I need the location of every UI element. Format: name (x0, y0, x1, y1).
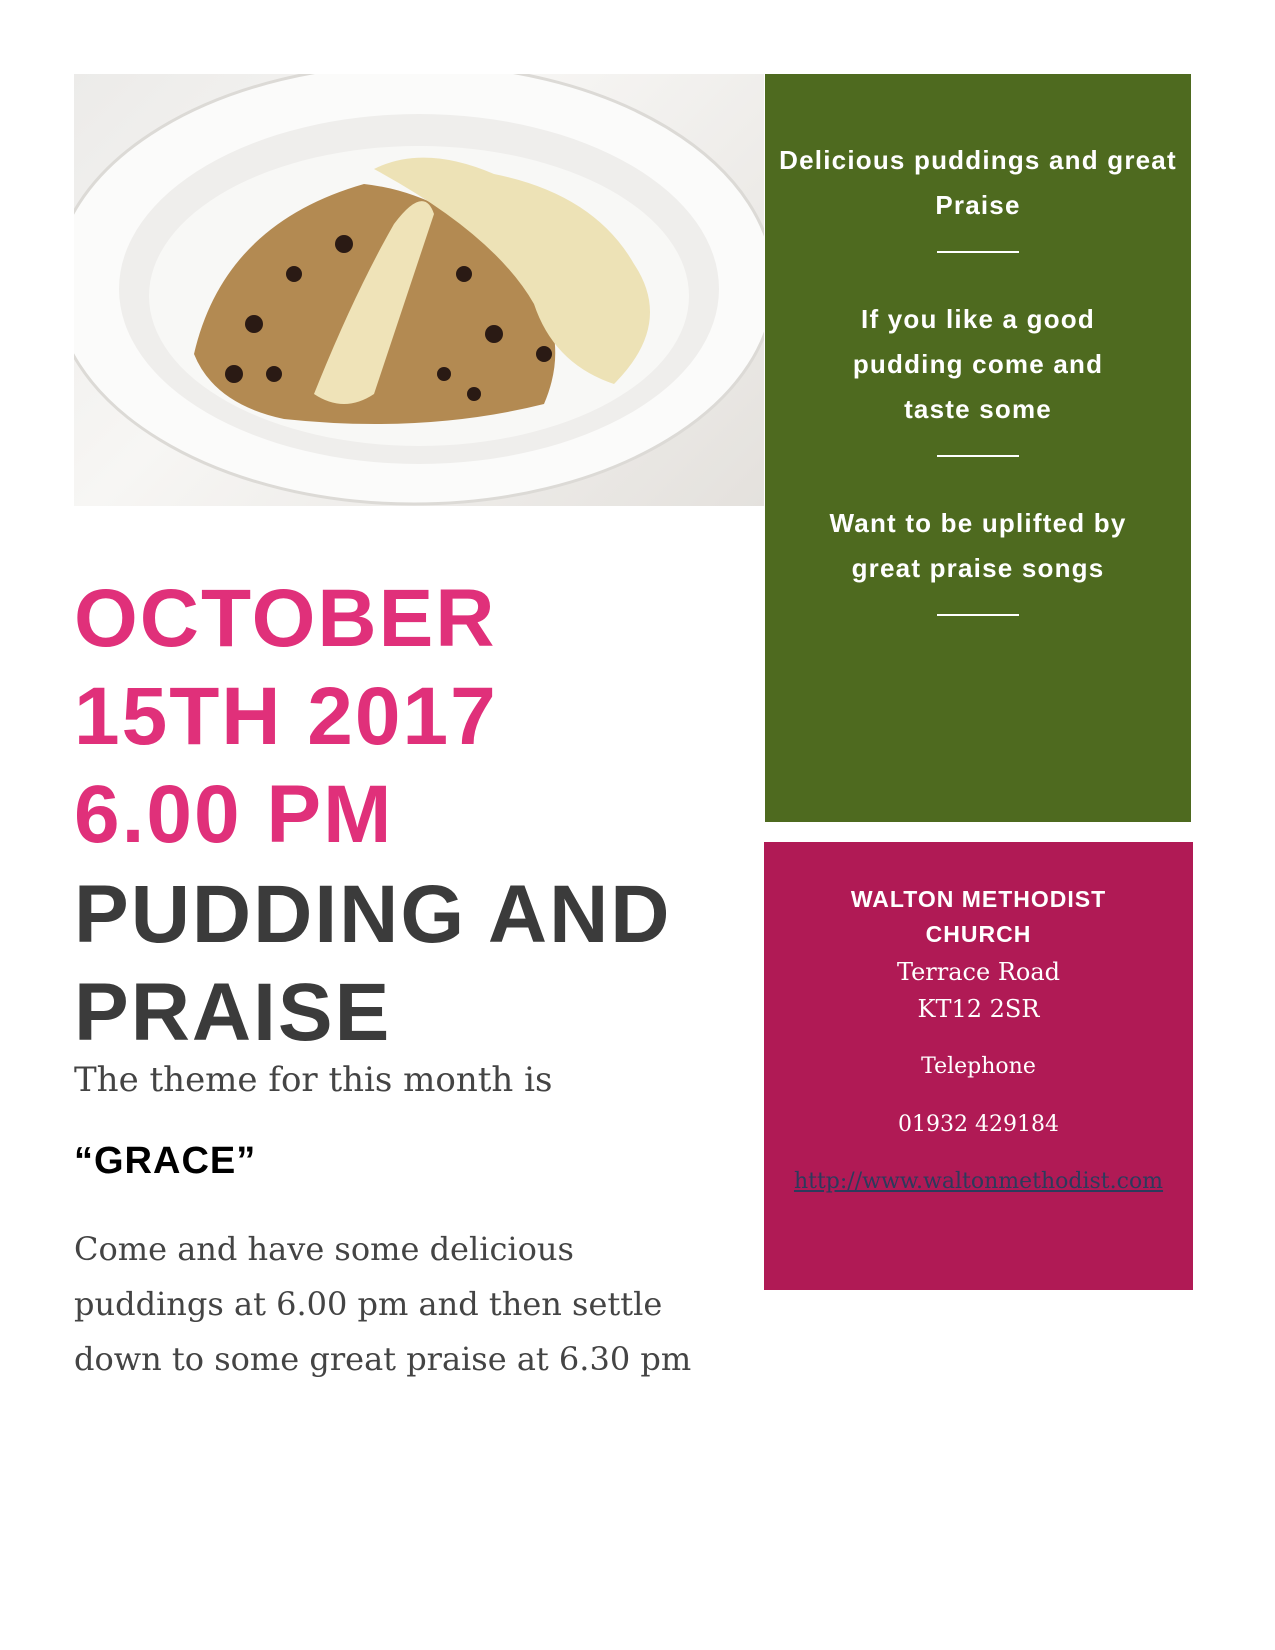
divider (937, 455, 1019, 457)
divider (937, 251, 1019, 253)
theme-name: “GRACE” (74, 1140, 257, 1182)
phone-number: 01932 429184 (898, 1112, 1059, 1137)
event-title-line1: PUDDING AND (74, 869, 672, 960)
pudding-image (74, 74, 764, 506)
highlight-1: Delicious puddings and great Praise (779, 145, 1177, 220)
website-link[interactable]: http://www.waltonmethodist.com (793, 1169, 1164, 1194)
phone-label: Telephone (921, 1054, 1036, 1079)
highlights-panel (765, 74, 1191, 822)
event-title-line2: PRAISE (74, 967, 392, 1058)
event-date-month: OCTOBER (74, 573, 497, 664)
pudding-photo (74, 74, 764, 506)
postcode: KT12 2SR (917, 995, 1040, 1023)
theme-intro: The theme for this month is (74, 1060, 553, 1100)
event-date-day: 15TH 2017 (74, 671, 498, 762)
contact-panel (764, 842, 1193, 1290)
highlight-2: If you like a good pudding come and taste some (852, 304, 1104, 424)
highlight-3: Want to be uplifted by great praise songs (829, 508, 1127, 583)
event-description: Come and have some delicious puddings at 6.00 pm and then settle down to some great praise at 6.30 pm (74, 1230, 692, 1378)
street-address: Terrace Road (896, 958, 1061, 986)
church-name: WALTON METHODIST CHURCH (850, 886, 1107, 947)
event-time: 6.00 PM (74, 769, 394, 860)
divider (937, 614, 1019, 616)
